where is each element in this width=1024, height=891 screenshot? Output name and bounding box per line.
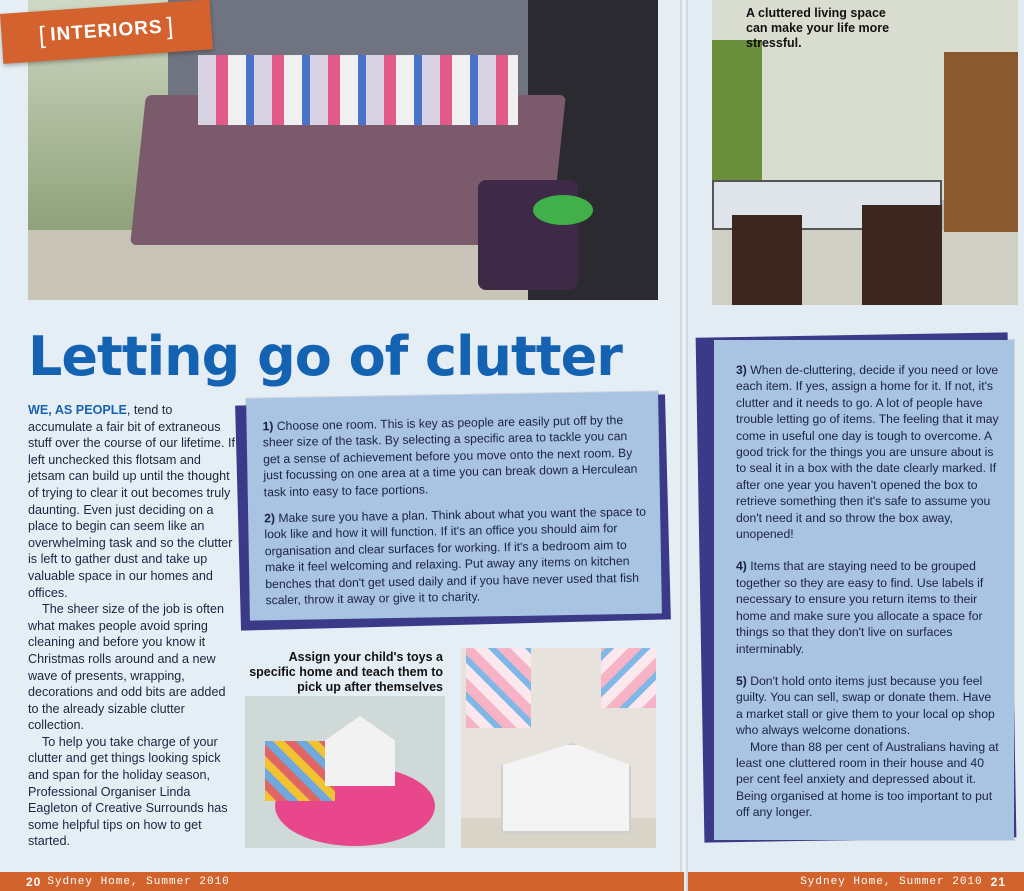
photo-curtain-right	[601, 648, 656, 708]
photo-clutter-items	[198, 55, 518, 125]
photo-house-shelf	[501, 743, 631, 833]
photo-dollhouse	[325, 716, 395, 786]
footer-right-text: Sydney Home, Summer 2010	[800, 875, 983, 888]
intro-paragraph-1-text: , tend to accumulate a fair bit of extraneous stuff over the course of our lifetime. If left unchecked this flotsam and jetsam can build up until the thought of trying to clear it out becomes truly daunting. Even just deciding on a place to begin can seem like an overwhelming task and so the clutter is left to gather dust and take up valuable space in our homes and offices.	[28, 403, 235, 600]
tip-4-number: 4)	[736, 559, 747, 574]
tip-3	[736, 362, 1000, 542]
intro-paragraph-2: The sheer size of the job is often what makes people avoid spring cleaning and before you know it Christmas rolls around and a new wave of presents, wrapping, decorations and odd bits are added to the already sizable clutter collection.	[28, 602, 226, 733]
photo-dining-chair-1	[732, 215, 802, 305]
tip-2-number: 2)	[264, 511, 276, 526]
intro-paragraph-1	[28, 402, 238, 601]
photo-dining-chair-2	[862, 205, 942, 305]
photo-garden-window	[712, 40, 762, 190]
footer-left	[0, 872, 684, 891]
tip-2-text: Make sure you have a plan. Think about what you want the space to look like and how it will function. If it's an office you should aim for organisation and clear surfaces for working. If it's a bedroom aim to make it feel welcoming and relaxing. Put away any items on kitchen benches that don't get used daily and if you have never used that fish scaler, throw it away or give it to charity.	[264, 504, 647, 608]
tip-5-text: Don't hold onto items just because you feel guilty. You can sell, swap or donate them. Have a market stall or give them to your local op shop who always welcome donations.	[736, 673, 995, 738]
lead-in: WE, AS PEOPLE	[28, 403, 127, 417]
bracket-left-icon: [	[37, 21, 48, 50]
tip-1	[262, 412, 645, 501]
photo-cabinet	[944, 52, 1018, 232]
tip-5	[736, 673, 1000, 739]
tip-5-number: 5)	[736, 673, 747, 688]
photo-curtain-left	[466, 648, 531, 728]
tip-4-text: Items that are staying need to be grouped together so they are easy to find. Use labels if necessary to ensure you return items to their home and make sure you allocate a space for things so that they don't live on surfaces interminably.	[736, 559, 984, 656]
kids-photo-caption: Assign your child's toys a specific home and teach them to pick up after themselves	[249, 650, 443, 694]
page-gutter	[680, 0, 688, 891]
tips-box-left	[246, 391, 662, 620]
bracket-right-icon: ]	[165, 12, 176, 41]
tip-5-continued: More than 88 per cent of Australians having at least one cluttered room in their house and 40 per cent feel anxiety and depressed about it. Being organised at home is too important to put off any longer.	[736, 739, 999, 820]
tip-3-text: When de-cluttering, decide if you need or love each item. If yes, assign a home for it. If not, it's clutter and it needs to go. A lot of people have trouble letting go of items. The feeling that it may come in useful one day is tough to overcome. A good trick for the things you are unsure about is to seal it in a box with the date clearly marked. If after one year you haven't opened the box to retrieve something then it's safe to assume you don't need it and so throw the box away, unopened!	[736, 363, 999, 542]
page-number-left: 20	[26, 874, 42, 889]
tip-4	[736, 558, 1000, 656]
footer-left-text: Sydney Home, Summer 2010	[47, 875, 230, 888]
dining-photo-caption: A cluttered living space can make your life more stressful.	[746, 6, 890, 50]
section-tag-label: INTERIORS	[49, 16, 164, 46]
intro-paragraph-3: To help you take charge of your clutter and get things looking spick and span for the holiday season, Professional Organiser Linda Eagleton of Creative Surrounds has some helpful tips on how to get started.	[28, 734, 228, 849]
tip-3-number: 3)	[736, 363, 747, 377]
tip-1-number: 1)	[262, 419, 274, 434]
tip-2	[264, 504, 648, 609]
photo-green-hat	[533, 195, 593, 225]
intro-column	[28, 402, 238, 850]
tip-1-text: Choose one room. This is key as people are easily put off by the sheer size of the task. By selecting a specific area to tackle you can get a sense of achievement before you move onto the next room. By just focussing on one area at a time you can break down a Herculean task into easy to face portions.	[262, 413, 638, 499]
toy-shelf-photo	[461, 648, 656, 848]
page-number-right: 21	[990, 874, 1006, 889]
article-headline: Letting go of clutter	[28, 325, 622, 388]
photo-toys	[265, 741, 335, 801]
kids-toys-photo	[245, 696, 445, 848]
footer-right	[688, 872, 1024, 891]
tips-box-right	[714, 340, 1014, 840]
